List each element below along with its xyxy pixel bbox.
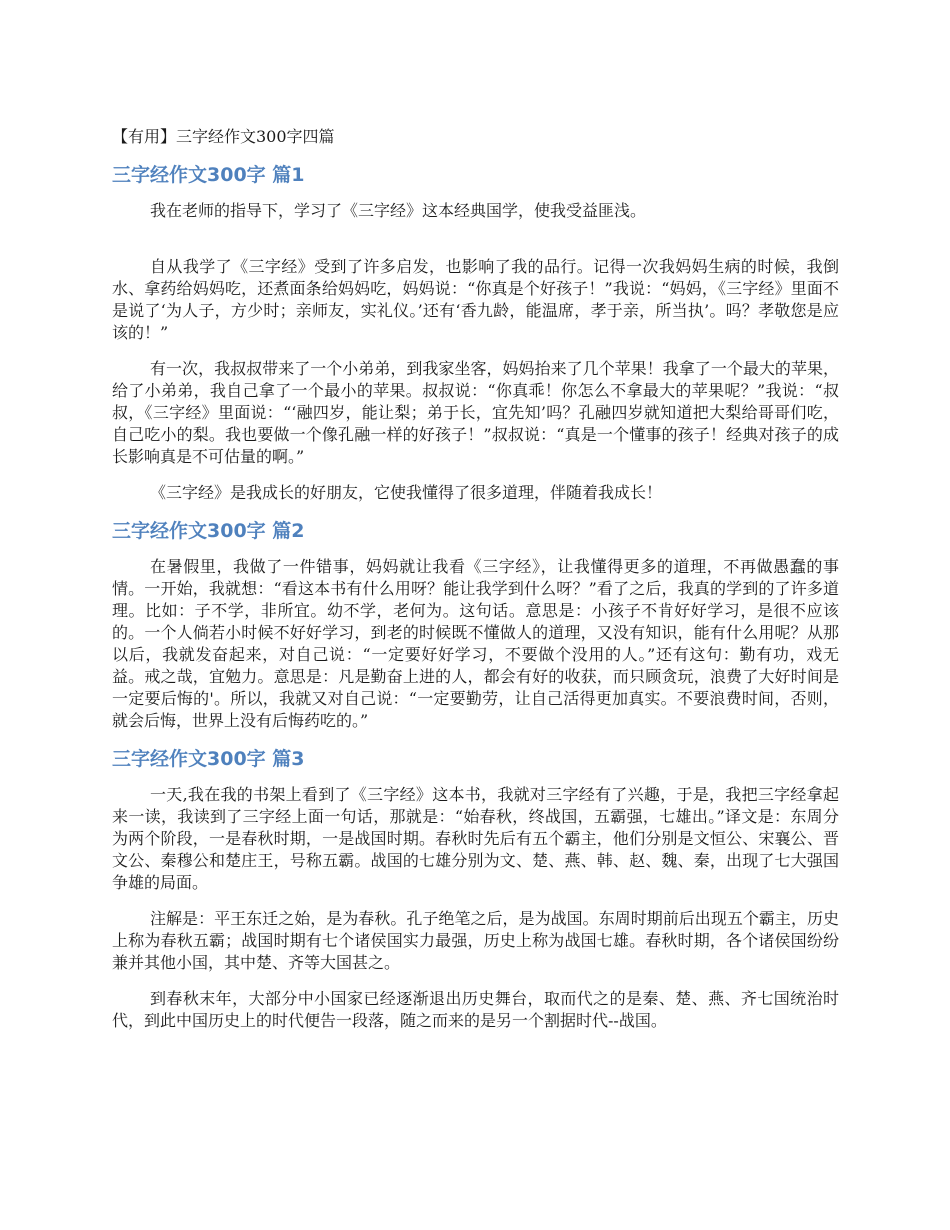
section-heading: 三字经作文300字 篇2: [112, 520, 305, 542]
paragraph: 自从我学了《三字经》受到了许多启发，也影响了我的品行。记得一次我妈妈生病的时候，我倒水、拿药给妈妈吃，还煮面条给妈妈吃，妈妈说：“你真是个好孩子！”我说：“妈妈，《三字经》里面不是说了‘为人子，方少时；亲师友，实礼仪。’还有‘香九龄，能温席，孝于亲，所当执’。吗？孝敬您是应该的！”: [112, 257, 839, 342]
paragraph: 到春秋末年，大部分中小国家已经逐渐退出历史舞台，取而代之的是秦、楚、燕、齐七国统治时代，到此中国历史上的时代便告一段落，随之而来的是另一个割据时代--战国。: [112, 989, 839, 1030]
paragraph: 在暑假里，我做了一件错事，妈妈就让我看《三字经》，让我懂得更多的道理，不再做愚蠢的事情。一开始，我就想：“看这本书有什么用呀？能让我学到什么呀？”看了之后，我真的学到的了许多道理。比如：子不学，非所宜。幼不学，老何为。这句话。意思是：小孩子不肯好好学习，是很不应该的。一个人倘若小时候不好好学习，到老的时候既不懂做人的道理，又没有知识，能有什么用呢？从那以后，我就发奋起来，对自己说：“一定要好好学习，不要做个没用的人。”还有这句：勤有功，戏无益。戒之哉，宜勉力。意思是：凡是勤奋上进的人，都会有好的收获，而只顾贪玩，浪费了大好时间是一定要后悔的'。所以，我就又对自己说：“一定要勤劳，让自己活得更加真实。不要浪费时间，否则，就会后悔，世界上没有后悔药吃的。”: [112, 557, 839, 730]
section-3: [112, 746, 839, 1032]
section-2: [112, 518, 839, 732]
paragraph: 《三字经》是我成长的好朋友，它使我懂得了很多道理，伴随着我成长！: [150, 483, 663, 502]
paragraph: 一天,我在我的书架上看到了《三字经》这本书，我就对三字经有了兴趣，于是，我把三字经拿起来一读，我读到了三字经上面一句话，那就是：“始春秋，终战国，五霸强，七雄出。”译文是：东周分为两个阶段，一是春秋时期，一是战国时期。春秋时先后有五个霸主，他们分别是文恒公、宋襄公、晋文公、秦穆公和楚庄王，号称五霸。战国的七雄分别为文、楚、燕、韩、赵、魏、秦，出现了七大强国争雄的局面。: [112, 785, 839, 892]
paragraph: 我在老师的指导下，学习了《三字经》这本经典国学，使我受益匪浅。: [150, 201, 647, 220]
paragraph: 注解是：平王东迁之始，是为春秋。孔子绝笔之后，是为战国。东周时期前后出现五个霸主，历史上称为春秋五霸；战国时期有七个诸侯国实力最强，历史上称为战国七雄。春秋时期，各个诸侯国纷纷兼并其他小国，其中楚、齐等大国甚之。: [112, 909, 839, 972]
paragraph: 有一次，我叔叔带来了一个小弟弟，到我家坐客，妈妈抬来了几个苹果！我拿了一个最大的苹果，给了小弟弟，我自己拿了一个最小的苹果。叔叔说：“你真乖！你怎么不拿最大的苹果呢？”我说：“叔叔，《三字经》里面说：“‘融四岁，能让梨；弟于长，宜先知’吗？孔融四岁就知道把大梨给哥哥们吃，自己吃小的梨。我也要做一个像孔融一样的好孩子！”叔叔说：“真是一个懂事的孩子！经典对孩子的成长影响真是不可估量的啊。”: [112, 359, 839, 466]
section-1: [112, 162, 839, 504]
document-title: 【有用】三字经作文300字四篇: [112, 127, 335, 146]
section-heading: 三字经作文300字 篇1: [112, 164, 305, 186]
document-page: [112, 126, 839, 1046]
section-heading: 三字经作文300字 篇3: [112, 748, 305, 770]
